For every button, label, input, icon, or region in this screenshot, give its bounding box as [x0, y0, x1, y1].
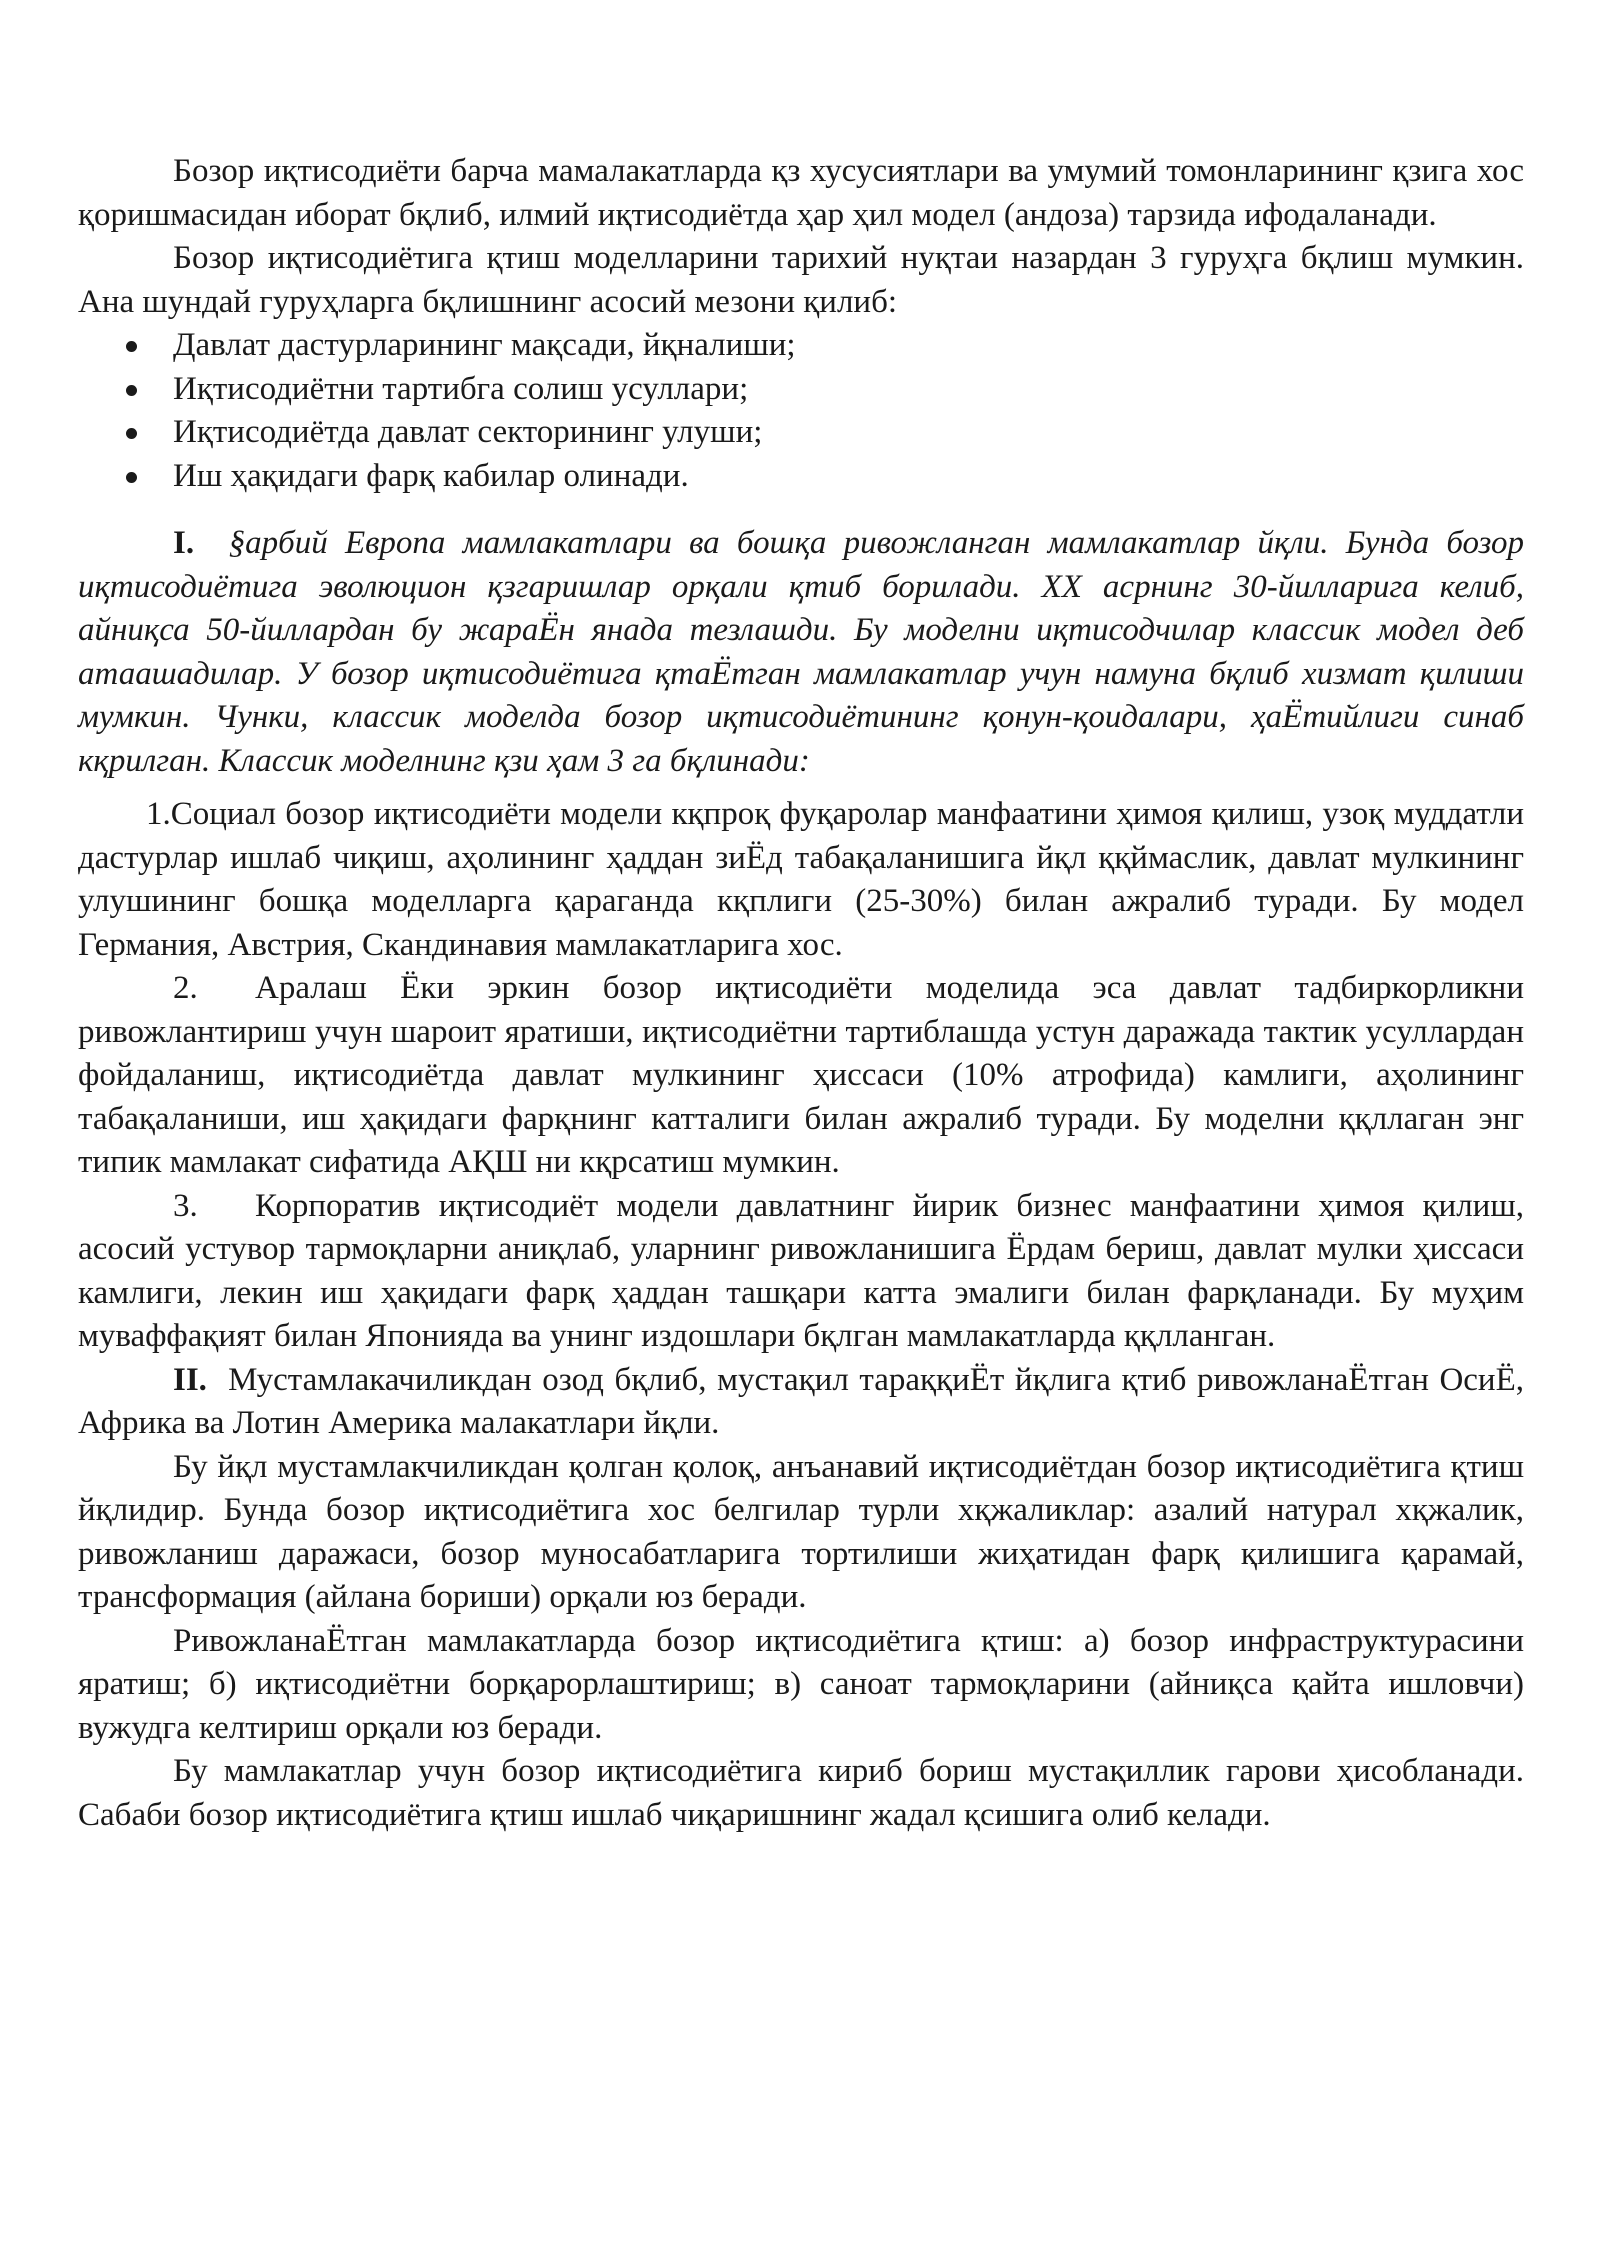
model-item-1: [78, 793, 1524, 967]
list-item: Иқтисодиётни тартибга солиш усуллари;: [78, 368, 1524, 412]
section-one: [78, 522, 1524, 783]
paragraph-transition: Бу йқл мустамлакчиликдан қолган қолоқ, анъанавий иқтисодиётдан бозор иқтисодиётига қтиш йқлидир. Бунда бозор иқтисодиётига хос белгилар турли хқжаликлар: азалий натурал хқжалик, ривожланиш даражаси, бозор муносабатларига тортилиши жиҳатидан фарқ қилишига қарамай, трансформация (айлана бориши) орқали юз беради.: [78, 1448, 1524, 1615]
list-item: Иш ҳақидаги фарқ кабилар олинади.: [78, 455, 1524, 499]
section-two-text: Мустамлакачиликдан озод бқлиб, мустақил тараққиЁт йқлига қтиб ривожланаЁтган ОсиЁ, Африка ва Лотин Америка малакатлари йқли.: [78, 1361, 1524, 1441]
list-item: Давлат дастурларининг мақсади, йқналиши;: [78, 324, 1524, 368]
paragraph-developing: РивожланаЁтган мамлакатларда бозор иқтисодиётига қтиш: а) бозор инфраструктурасини яратиш; б) иқтисодиётни борқарорлаштириш; в) саноат тармоқларини (айниқса қайта ишловчи) вужудга келтириш орқали юз беради.: [78, 1622, 1524, 1746]
spacer: [78, 783, 1524, 793]
item-number: 3.: [173, 1187, 198, 1224]
item-text: Аралаш Ёки эркин бозор иқтисодиёти моделида эса давлат тадбиркорликни ривожлантириш учун шароит яратиши, иқтисодиётни тартиблашда устун даражада тактик усуллардан фойдаланиш, иқтисодиётда давлат мулкининг ҳиссаси (10% атрофида) камлиги, аҳолининг табақаланиши, иш ҳақидаги фарқнинг катталиги билан ажралиб туради. Бу моделни ққллаган энг типик мамлакат сифатида АҚШ ни кқрсатиш мумкин.: [78, 970, 1524, 1180]
bullet-icon: [126, 428, 137, 439]
section-two-number: II.: [173, 1361, 207, 1398]
item-text: Корпоратив иқтисодиёт модели давлатнинг йирик бизнес манфаатини ҳимоя қилиш, асосий устувор тармоқларни аниқлаб, уларнинг ривожланишига Ёрдам бериш, давлат мулки ҳиссаси камлиги, лекин иш ҳақидаги фарқ ҳаддан ташқари катта эмалиги билан фарқланади. Бу муҳим муваффақият билан Японияда ва унинг издошлари бқлган мамлакатларда ққлланган.: [78, 1187, 1524, 1354]
item-text: Социал бозор иқтисодиёти модели кқпроқ фуқаролар манфаатини ҳимоя қилиш, узоқ муддатли дастурлар ишлаб чиқиш, аҳолининг ҳаддан зиЁд табақаланишига йқл ққймаслик, давлат мулкининг улушининг бошқа моделларга қараганда кқплиги (25-30%) билан ажралиб туради. Бу модел Германия, Австрия, Скандинавия мамлакатларига хос.: [78, 796, 1524, 963]
paragraph-groups: Бозор иқтисодиётига қтиш моделларини тарихий нуқтаи назардан 3 гуруҳга бқлиш мумкин. Ана шундай гуруҳларга бқлишнинг асосий мезони қилиб:: [78, 240, 1524, 320]
spacer: [78, 498, 1524, 522]
section-one-text: §арбий Европа мамлакатлари ва бошқа ривожланган мамлакатлар йқли. Бунда бозор иқтисодиётига эволюцион қзгаришлар орқали қтиб борилади. ХХ асрнинг 30-йилларига келиб, айниқса 50-йиллардан бу жараЁн янада тезлашди. Бу моделни иқтисодчилар классик модел деб атаашадилар. У бозор иқтисодиётига қтаЁтган мамлакатлар учун намуна бқлиб хизмат қилиши мумкин. Чунки, классик моделда бозор иқтисодиётининг қонун-қоидалари, ҳаЁтийлиги синаб кқрилган. Классик моделнинг қзи ҳам 3 га бқлинади:: [78, 525, 1524, 779]
model-item-2: [78, 967, 1524, 1185]
item-number: 1.: [146, 796, 171, 832]
list-item: Иқтисодиётда давлат секторининг улуши;: [78, 411, 1524, 455]
paragraph-intro: Бозор иқтисодиёти барча мамалакатларда қз хусусиятлари ва умумий томонларининг қзига хос қоришмасидан иборат бқлиб, илмий иқтисодиётда ҳар ҳил модел (андоза) тарзида ифодаланади.: [78, 153, 1524, 233]
section-one-number: I.: [173, 525, 195, 561]
bullet-icon: [126, 472, 137, 483]
bullet-icon: [126, 341, 137, 352]
document-page: [78, 150, 1524, 1837]
section-two: [78, 1359, 1524, 1446]
paragraph-independence: Бу мамлакатлар учун бозор иқтисодиётига кириб бориш мустақиллик гарови ҳисобланади. Сабаби бозор иқтисодиётига қтиш ишлаб чиқаришнинг жадал қсишига олиб келади.: [78, 1753, 1524, 1833]
criteria-list: [78, 324, 1524, 498]
bullet-icon: [126, 385, 137, 396]
model-item-3: [78, 1185, 1524, 1359]
item-number: 2.: [173, 970, 198, 1006]
